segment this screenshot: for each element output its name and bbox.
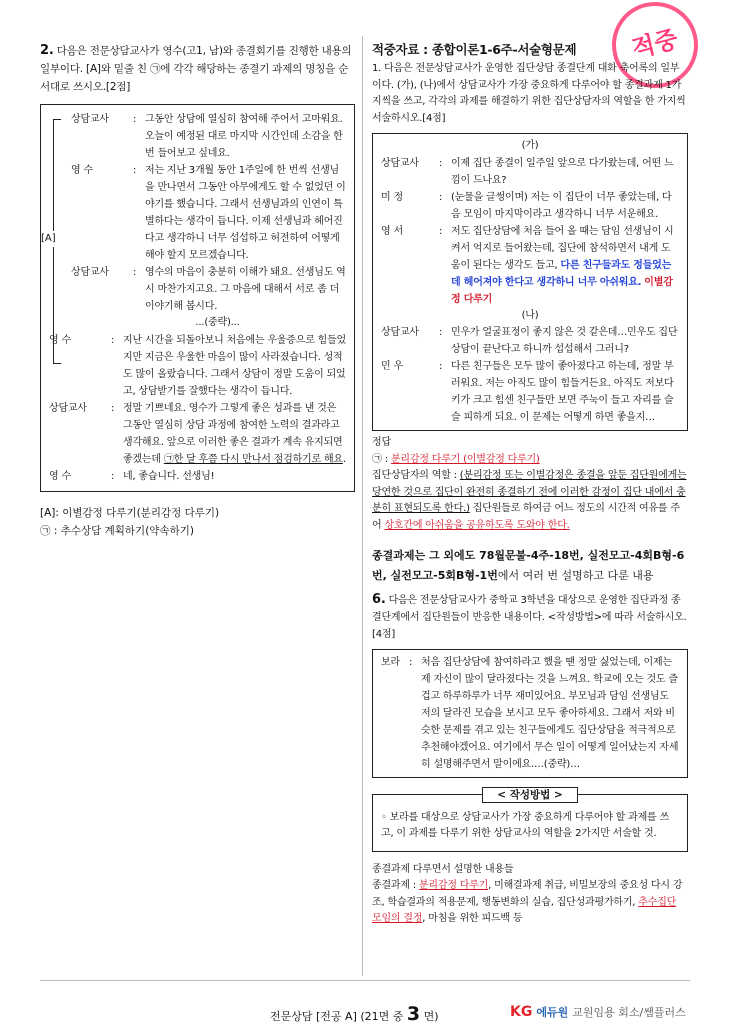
highlight-blue: 다른 친구들과도 정들었는데 헤어져야 한다고 생각하니 너무 아쉬워요.	[451, 259, 672, 288]
brand-logo: KG 에듀원 교원임용 회소/쌤플러스	[510, 1004, 686, 1020]
answer-a: [A]: 이별감정 다루기(분리감정 다루기)	[40, 506, 220, 519]
underlined-text: ㉠한 달 후쯤 다시 만나서 점검하기로 해요	[163, 453, 343, 465]
dialog-line: 민 우 : 다른 친구들은 모두 많이 좋아졌다고 하는데, 정말 부러워요. 저는 아직도 많이 힘들거든요. 아직도 저보다 키가 크고 힘센 친구들만 보면 주눅이 들고 자리를 슬슬 피하게 되요. 이 문제는 어떻게 하면 좋을지…	[381, 358, 679, 426]
speaker: 상담교사	[71, 114, 109, 126]
question-1: 1. 다음은 전문상담교사가 운영한 집단상담 종결단계 대화 축어록의 일부이다. (가), (나)에서 상담교사가 가장 중요하게 다루어야 할 종결과제 1가지씩을 쓰고, 각각의 과제를 해결하기 위한 집단상담자의 역할을 한 가지씩 서술하시오.[4점]	[372, 63, 686, 124]
speaker: 영 서	[381, 225, 403, 237]
label-na: (나)	[521, 309, 539, 321]
hit-stamp: 적중	[603, 0, 707, 97]
question-2: 2. 다음은 전문상담교사가 영수(고1, 남)와 종결회기를 진행한 내용의 일부이다. [A]와 밑줄 친 ㉠에 각각 해당하는 종결기 과제의 명칭을 순서대로 쓰시오.[2점]	[40, 43, 352, 93]
dialog-line: 영 서 : 저도 집단상담에 처음 들어 올 때는 담임 선생님이 시켜서 억지로 들어왔는데, 집단에 참석하면서 내게 도움이 된다는 생각도 들고, 다른 친구들과도 정들었는데 헤어져야 한다고 생각하니 너무 아쉬워요. 이별감정 다루기	[381, 223, 679, 308]
utterance: 민우가 얼굴표정이 좋지 않은 것 같은데…민우도 집단상담이 끝난다고 하니까 섭섭해서 그러니?	[451, 327, 678, 356]
answer-block	[40, 504, 355, 542]
dialog-line: 상담교사 : 영수의 마음이 충분히 이해가 돼요. 선생님도 역시 마찬가지고요. 그 마음에 대해서 서로 좀 더 이야기해 봅시다.	[71, 264, 346, 315]
utterance: 영수의 마음이 충분히 이해가 돼요. 선생님도 역시 마찬가지고요. 그 마음에 대해서 서로 좀 더 이야기해 봅시다.	[145, 267, 346, 313]
speaker: 상담교사	[71, 267, 109, 279]
utterance: 그동안 상담에 열심히 참여해 주어서 고마워요. 오늘이 예정된 대로 마지막 시간인데 소감을 한번 들어보고 싶네요.	[145, 114, 343, 160]
speaker: 민 우	[381, 361, 403, 373]
page-info: 전문상담 [전공 A] (21면 중 3 면)	[270, 1003, 439, 1025]
method-box	[372, 789, 688, 851]
speaker: 영 수	[71, 165, 93, 177]
utterance: 저도 집단상담에 처음 들어 올 때는 담임 선생님이 시켜서 억지로 들어왔는데, 집단에 참석하면서 내게 도움이 된다는 생각도 들고, 다른 친구들과도 정들었는데 헤어져야 한다고 생각하니 너무 아쉬워요. 이별감정 다루기	[451, 225, 674, 305]
right-column	[372, 40, 688, 928]
utterance: (눈물을 글썽이며) 저는 이 집단이 너무 좋았는데, 다음 모임이 마지막이라고 생각하니 너무 서운해요.	[451, 191, 672, 220]
utterance: 다른 친구들은 모두 많이 좋아졌다고 하는데, 정말 부러워요. 저는 아직도 많이 힘들거든요. 아직도 저보다 키가 크고 힘센 친구들만 보면 주눅이 들고 자리를 슬슬 피하게 되요. 이 문제는 어떻게 하면 좋을지…	[451, 361, 674, 424]
footer-line	[40, 980, 690, 981]
speaker: 미 정	[381, 191, 403, 203]
method-text: ◦ 보라를 대상으로 상담교사가 가장 중요하게 다루어야 할 과제를 쓰고, 이 과제를 다루기 위한 상담교사의 역할을 2가지만 서술할 것.	[381, 811, 669, 840]
method-title: < 작성방법 >	[482, 787, 577, 803]
dialog-line: 상담교사 : 이제 집단 종결이 일주일 앞으로 다가왔는데, 어떤 느낌이 드나요?	[381, 155, 679, 189]
utterance: 지난 시간을 되돌아보니 처음에는 우울증으로 힘들었지만 지금은 우울한 마음이 많이 사라졌습니다. 성적도 많이 올랐습니다. 그래서 상담이 정말 도움이 되었고, 상담받기를 잘했다는 생각이 듭니다.	[123, 334, 347, 397]
bora-box: 보라 : 처음 집단상담에 참여하라고 했을 땐 정말 싫었는데, 이제는 제 자신이 많이 달라졌다는 것을 느껴요. 학교에 오는 것도 즐겁고 하루하루가 너무 재미있어요. 부모님과 담임 선생님도 저의 달라진 모습을 보시고 모두 좋아하세요. 그래서 저와 비슷한 문제를 겪고 있는 친구들에게도 집단상담을 적극적으로 추천해야겠어요. 여기에서 무슨 일이 어떻게 일어났는지 자세히 설명해주면서 말이에요.…(중략)…	[372, 649, 688, 778]
utterance: 이제 집단 종결이 일주일 앞으로 다가왔는데, 어떤 느낌이 드나요?	[451, 157, 674, 186]
speaker: 영 수	[49, 470, 71, 482]
question-6: 6. 다음은 전문상담교사가 중학교 3학년을 대상으로 운영한 집단과정 종결단계에서 집단원들이 반응한 내용이다. <작성방법>에 따라 서술하시오.[4점]	[372, 591, 687, 640]
source-header: 적중자료 : 종합이론1-6주-서술형문제	[372, 42, 577, 57]
speaker: 상담교사	[49, 402, 87, 414]
highlight-red: 이별감정 다루기	[451, 276, 673, 305]
dialog-line: 영 수 : 지난 시간을 되돌아보니 처음에는 우울증으로 힘들었지만 지금은 우울한 마음이 많이 사라졌습니다. 성적도 많이 올랐습니다. 그래서 상담이 정말 도움이 되었고, 상담받기를 잘했다는 생각이 듭니다.	[49, 332, 346, 400]
dialog-line: 상담교사 : 그동안 상담에 열심히 참여해 주어서 고마워요. 오늘이 예정된 대로 마지막 시간인데 소감을 한번 들어보고 싶네요.	[71, 111, 346, 162]
question-2-text: 다음은 전문상담교사가 영수(고1, 남)와 종결회기를 진행한 내용의 일부이다. [A]와 밑줄 친 ㉠에 각각 해당하는 종결기 과제의 명칭을 순서대로 쓰시오.[2점]	[40, 45, 352, 93]
bracket-label: [A]	[41, 231, 56, 247]
explain-block: 종결과제 다루면서 설명한 내용들 종결과제 : 분리감정 다루기, 미해결과제 취급, 비밀보장의 중요성 다시 강조, 학습결과의 적용문제, 행동변화의 실습, 집단성과평가하기, 추수집단 모임의 결정, 마침을 위한 피드백 등	[372, 863, 683, 925]
column-divider	[362, 36, 363, 976]
speaker: 상담교사	[381, 327, 419, 339]
utterance: 저는 지난 3개월 동안 1주일에 한 번씩 선생님을 만나면서 그동안 아무에게도 할 수 없었던 이야기를 했습니다. 그래서 선생님과의 인연이 특별하다는 생각이 듭니다. 이제 선생님과 헤어진다고 생각하니 너무 섭섭하고 허전하여 어떻게 해야 할지 모르겠습니다.	[145, 165, 346, 262]
dialog-line: 상담교사 : 민우가 얼굴표정이 좋지 않은 것 같은데…민우도 집단상담이 끝난다고 하니까 섭섭해서 그러니?	[381, 324, 679, 358]
group-dialog-box	[372, 133, 688, 431]
dialog-line: 영 수 : 저는 지난 3개월 동안 1주일에 한 번씩 선생님을 만나면서 그동안 아무에게도 할 수 없었던 이야기를 했습니다. 그래서 선생님과의 인연이 특별하다는 생각이 듭니다. 이제 선생님과 헤어진다고 생각하니 너무 섭섭하고 허전하여 어떻게 해야 할지 모르겠습니다.	[71, 162, 346, 264]
answer-1-red: 분리감정 다루기 (이별감정 다루기)	[390, 453, 540, 465]
dialog-box	[40, 104, 355, 492]
label-ga: (가)	[521, 140, 539, 152]
answer-section: 정답 ㉠ : 분리감정 다루기 (이별감정 다루기) 집단상담자의 역할 : (분리감정 또는 이별감정은 종결을 앞둔 집단원에게는 당연한 것으로 집단이 완전히 종결하기 전에 이러한 감정이 집단 내에서 충분히 표현되도록 한다.) 집단원들로 하여금 어느 정도의 시간적 여유를 주어 상호간에 아쉬움을 공유하도록 도와야 한다.	[372, 437, 687, 531]
dialog-line: 상담교사 : 정말 기쁘네요. 영수가 그렇게 좋은 성과를 낸 것은 그동안 열심히 상담 과정에 참여한 노력의 결과라고 생각해요. 앞으로 이러한 좋은 결과가 계속 유지되면 좋겠는데 ㉠한 달 후쯤 다시 만나서 점검하기로 해요.	[49, 400, 346, 468]
utterance: 네, 좋습니다. 선생님!	[123, 470, 215, 482]
utterance: 정말 기쁘네요. 영수가 그렇게 좋은 성과를 낸 것은 그동안 열심히 상담 과정에 참여한 노력의 결과라고 생각해요. 앞으로 이러한 좋은 결과가 계속 유지되면 좋겠는데 ㉠한 달 후쯤 다시 만나서 점검하기로 해요.	[123, 402, 346, 465]
left-column	[40, 40, 355, 541]
speaker: 상담교사	[381, 157, 419, 169]
dialog-line: 미 정 : (눈물을 글썽이며) 저는 이 집단이 너무 좋았는데, 다음 모임이 마지막이라고 생각하니 너무 서운해요.	[381, 189, 679, 223]
bracket-section	[41, 111, 346, 315]
speaker: 영 수	[49, 334, 71, 346]
question-1-text: 다음은 전문상담교사가 운영한 집단상담 종결단계 대화 축어록의 일부이다. (가), (나)에서 상담교사가 가장 중요하게 다루어야 할 종결과제 1가지씩을 쓰고, 각각의 과제를 해결하기 위한 집단상담자의 역할을 한 가지씩 서술하시오.[4점]	[372, 63, 686, 124]
answer-b: ㉠ : 추수상담 계획하기(약속하기)	[40, 525, 194, 538]
dialog-line: 영 수 : 네, 좋습니다. 선생님!	[49, 468, 346, 485]
page-number: 3	[406, 1003, 421, 1025]
note-paragraph: 종결과제는 그 외에도 78월문불-4주-18번, 실전모고-4회B형-6번, 실전모고-5회B형-1번에서 여러 번 설명하고 다룬 내용	[372, 549, 685, 582]
omission: ...(중략)...	[195, 317, 240, 329]
